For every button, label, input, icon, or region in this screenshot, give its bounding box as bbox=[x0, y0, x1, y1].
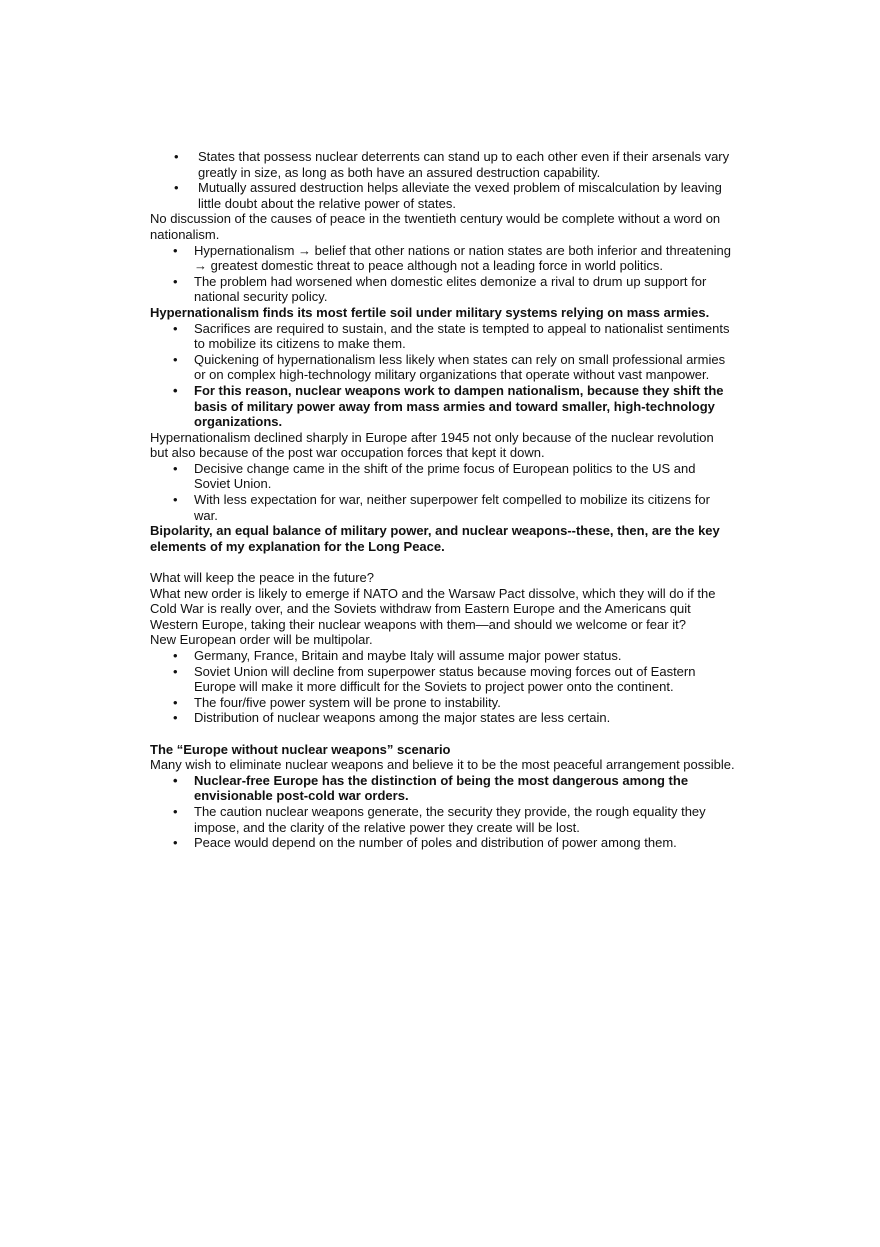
document-page bbox=[150, 149, 735, 851]
mass-armies-list bbox=[150, 321, 735, 430]
list-item: • Sacrifices are required to sustain, and the state is tempted to appeal to nationalist sentiments to mobilize its citizens to make them. bbox=[194, 321, 735, 352]
new-order-statement: New European order will be multipolar. bbox=[150, 632, 373, 648]
list-item: • With less expectation for war, neither superpower felt compelled to mobilize its citizens for war. bbox=[194, 492, 735, 523]
scenario-heading: The “Europe without nuclear weapons” scenario bbox=[150, 741, 451, 757]
spacer bbox=[150, 554, 735, 570]
list-item: • Distribution of nuclear weapons among the major states are less certain. bbox=[194, 710, 735, 726]
scenario-intro: Many wish to eliminate nuclear weapons and believe it to be the most peaceful arrangement possible. bbox=[150, 757, 735, 773]
spacer bbox=[150, 726, 735, 742]
nationalism-list bbox=[150, 243, 735, 305]
list-item: • The four/five power system will be prone to instability. bbox=[194, 695, 735, 711]
scenario-list bbox=[150, 773, 735, 851]
deterrence-list bbox=[150, 149, 735, 211]
future-question: What will keep the peace in the future? bbox=[150, 570, 375, 586]
list-item: • The caution nuclear weapons generate, the security they provide, the rough equality they impose, and the clarity of the relative power they create will be lost. bbox=[194, 804, 735, 835]
future-paragraph: What new order is likely to emerge if NATO and the Warsaw Pact dissolve, which they will do if the Cold War is really over, and the Soviets withdraw from Eastern Europe and the Americans quit Western Europe, taking their nuclear weapons with them—and should we welcome or fear it? bbox=[150, 585, 716, 632]
list-item: • Germany, France, Britain and maybe Italy will assume major power status. bbox=[194, 648, 735, 664]
multipolar-list bbox=[150, 648, 735, 726]
list-item: • The problem had worsened when domestic elites demonize a rival to drum up support for national security policy. bbox=[194, 274, 735, 305]
list-item-bold: • For this reason, nuclear weapons work to dampen nationalism, because they shift the basis of military power away from mass armies and toward smaller, high-technology organizations. bbox=[194, 383, 735, 430]
list-item: • Decisive change came in the shift of the prime focus of European politics to the US and Soviet Union. bbox=[194, 461, 735, 492]
list-item: • Quickening of hypernationalism less likely when states can rely on small professional armies or on complex high-technology military organizations that operate without vast manpower. bbox=[194, 352, 735, 383]
mass-armies-heading: Hypernationalism finds its most fertile soil under military systems relying on mass armies. bbox=[150, 304, 710, 320]
long-peace-conclusion: Bipolarity, an equal balance of military power, and nuclear weapons--these, then, are the key elements of my explanation for the Long Peace. bbox=[150, 523, 720, 554]
nationalism-intro: No discussion of the causes of peace in the twentieth century would be complete without a word on nationalism. bbox=[150, 211, 721, 242]
list-item: • Peace would depend on the number of poles and distribution of power among them. bbox=[194, 835, 735, 851]
list-item: • Soviet Union will decline from superpower status because moving forces out of Eastern Europe will make it more difficult for the Soviets to project power onto the continent. bbox=[194, 664, 735, 695]
list-item: • Mutually assured destruction helps alleviate the vexed problem of miscalculation by leaving little doubt about the relative power of states. bbox=[198, 180, 735, 211]
list-item: • States that possess nuclear deterrents can stand up to each other even if their arsenals vary greatly in size, as long as both have an assured destruction capability. bbox=[198, 149, 735, 180]
decline-list bbox=[150, 461, 735, 523]
list-item: • Hypernationalism → belief that other nations or nation states are both inferior and threatening → greatest domestic threat to peace although not a leading force in world politics. bbox=[194, 243, 735, 274]
list-item-bold: • Nuclear-free Europe has the distinction of being the most dangerous among the envisionable post-cold war orders. bbox=[194, 773, 735, 804]
decline-intro: Hypernationalism declined sharply in Europe after 1945 not only because of the nuclear revolution but also because of the post war occupation forces that kept it down. bbox=[150, 429, 714, 461]
